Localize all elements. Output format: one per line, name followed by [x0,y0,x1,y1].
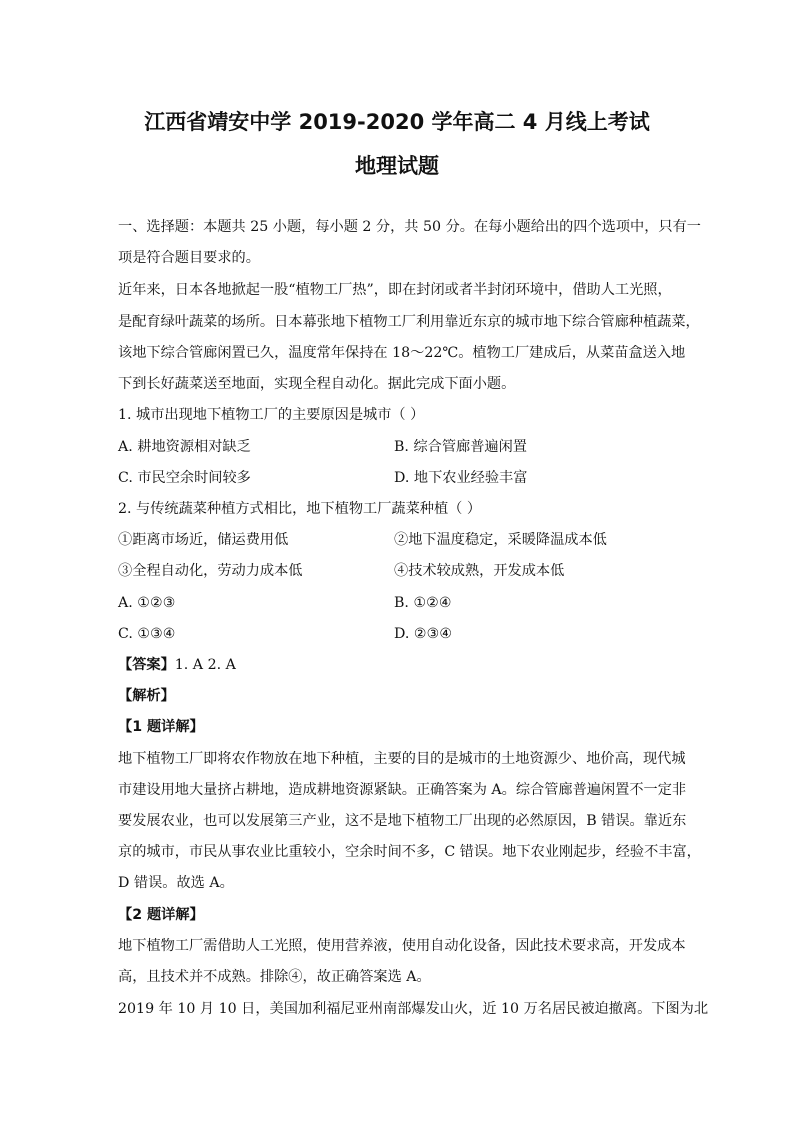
question-1-option-a: A. 耕地资源相对缺乏 [118,439,251,455]
answer-label: 【答案】 [118,657,175,673]
next-passage-line: 2019 年 10 月 10 日，美国加利福尼亚州南部爆发山火，近 10 万名居民被迫撤离。下图为北 [118,1001,709,1017]
document-subtitle: 地理试题 [355,154,439,178]
detail-1-line: 要发展农业，也可以发展第三产业，这不是地下植物工厂出现的必然原因，B 错误。靠近东 [118,813,687,829]
detail-2-label: 【2 题详解】 [118,907,204,923]
question-1-option-d: D. 地下农业经验丰富 [394,470,528,486]
question-2-option-b: B. ①②④ [394,595,452,611]
analysis-label: 【解析】 [118,688,175,704]
question-1-option-b: B. 综合管廊普遍闲置 [394,439,527,455]
question-1-stem: 1. 城市出现地下植物工厂的主要原因是城市（ ） [118,407,425,423]
passage-line: 该地下综合管廊闲置已久，温度常年保持在 18～22℃。植物工厂建成后，从菜苗盒送入地 [118,345,686,361]
answer-text: 1. A 2. A [174,657,236,673]
question-2-statement-2: ②地下温度稳定，采暖降温成本低 [394,532,607,548]
question-2-statement-1: ①距离市场近，储运费用低 [118,532,289,548]
section-instruction-line-2: 项是符合题目要求的。 [118,250,260,266]
passage-line: 下到长好蔬菜送至地面，实现全程自动化。据此完成下面小题。 [118,376,516,392]
passage-line: 是配育绿叶蔬菜的场所。日本幕张地下植物工厂利用靠近东京的城市地下综合管廊种植蔬菜， [118,314,700,330]
question-2-option-d: D. ②③④ [394,626,453,642]
question-2-statement-3: ③全程自动化，劳动力成本低 [118,563,303,579]
detail-1-line: 地下植物工厂即将农作物放在地下种植，主要的目的是城市的土地资源少、地价高，现代城 [118,751,686,767]
question-2-option-a: A. ①②③ [118,595,176,611]
question-2-stem: 2. 与传统蔬菜种植方式相比，地下植物工厂蔬菜种植（ ） [118,501,482,517]
answer-line [118,656,236,674]
question-2-statement-4: ④技术较成熟，开发成本低 [394,563,565,579]
document-title: 江西省靖安中学 2019-2020 学年高二 4 月线上考试 [144,110,650,134]
detail-1-line: 京的城市，市民从事农业比重较小，空余时间不多，C 错误。地下农业刚起步，经验不丰富， [118,844,701,860]
passage-line: 近年来，日本各地掀起一股“植物工厂热”，即在封闭或者半封闭环境中，借助人工光照， [118,282,672,298]
question-1-option-c: C. 市民空余时间较多 [118,470,251,486]
section-instruction-line-1: 一、选择题：本题共 25 小题，每小题 2 分，共 50 分。在每小题给出的四个选项中，只有一 [118,219,701,235]
detail-2-line: 高，且技术并不成熟。排除④，故正确答案选 A。 [118,969,431,985]
detail-1-line: D 错误。故选 A。 [118,875,234,891]
detail-2-line: 地下植物工厂需借助人工光照，使用营养液，使用自动化设备，因此技术要求高，开发成本 [118,938,686,954]
detail-1-line: 市建设用地大量挤占耕地，造成耕地资源紧缺。正确答案为 A。综合管廊普遍闲置不一定非 [118,782,687,798]
detail-1-label: 【1 题详解】 [118,719,204,735]
question-2-option-c: C. ①③④ [118,626,176,642]
